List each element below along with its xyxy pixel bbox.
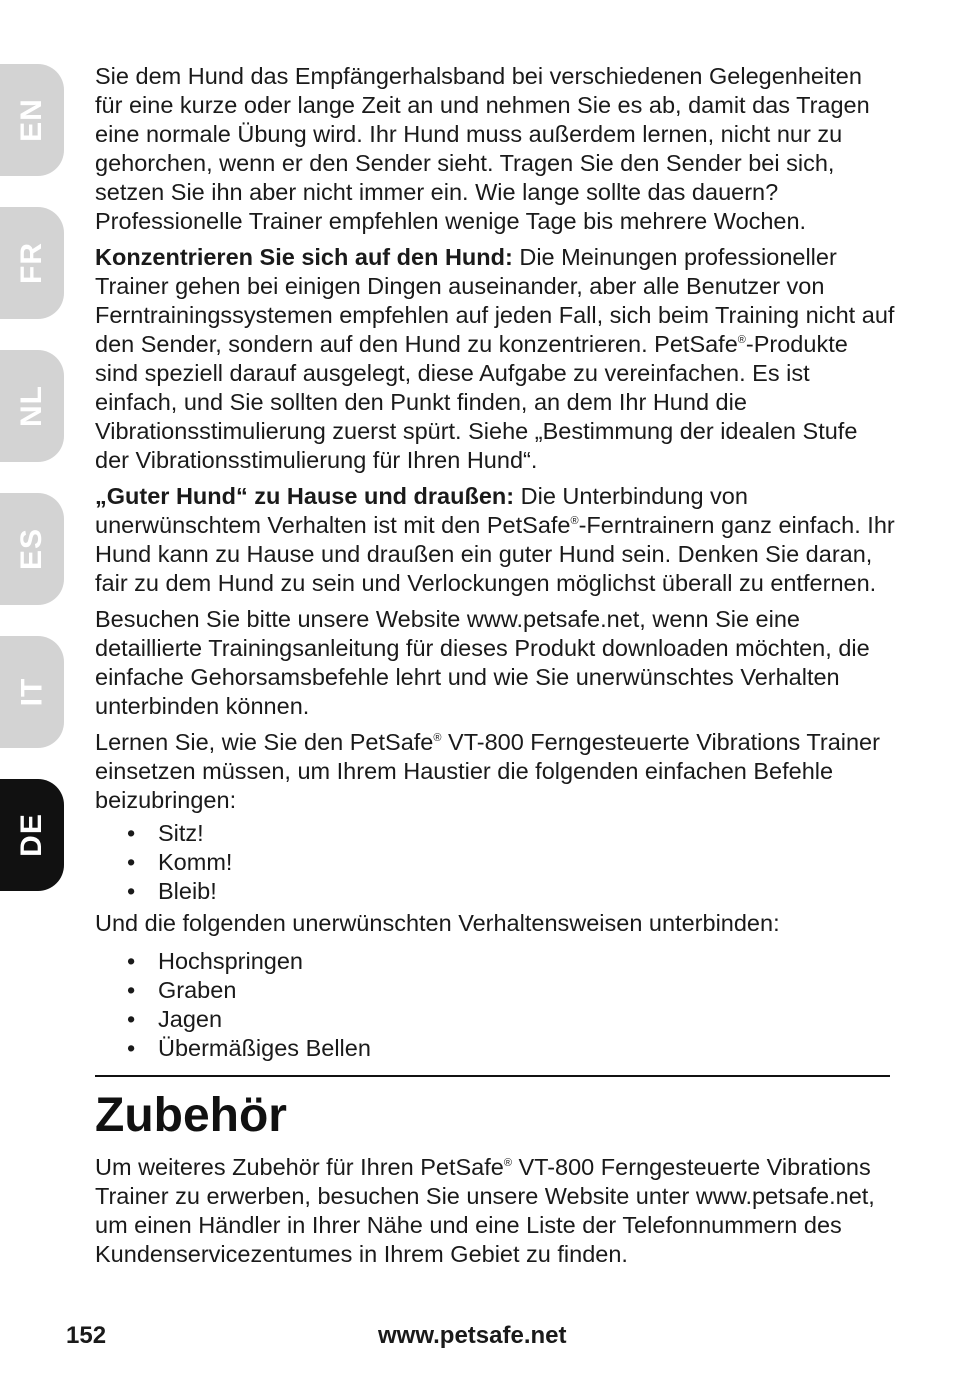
list-item: • Sitz! [95,819,895,848]
section-title: Zubehör [95,1089,287,1142]
paragraph-text: Lernen Sie, wie Sie den PetSafe [95,729,434,755]
paragraph-accessories [95,1153,895,1269]
registered-mark: ® [570,515,579,527]
tab-en-label: EN [15,98,48,142]
paragraph-text: Die Meinungen professioneller Trainer gehen bei einigen Dingen auseinander, aber alle Benutzer von Ferntrainingssystemen empfehlen auf jeden Fall, sich beim Training nicht auf den Sender, sondern auf den Hund zu konzentrieren. PetSafe [95,244,895,357]
page-footer [66,1322,866,1356]
paragraph-text: -Produkte sind speziell darauf ausgelegt, diese Aufgabe zu vereinfachen. Es ist einfach, und Sie sollten den Punkt finden, an dem Ihr Hund die Vibrationsstimulierung zuerst spürt. Siehe „Bestimmung der idealen Stufe der Vibrationsstimulierung für Ihren Hund“. [95,331,858,473]
paragraph-text: Die Unterbindung von unerwünschtem Verhalten ist mit den PetSafe [95,483,748,538]
tab-de-label: DE [15,813,48,857]
list-item: • Komm! [95,848,895,877]
paragraph-focus-on-dog [95,243,895,475]
list-item: • Jagen [95,1005,895,1034]
list-item: • Übermäßiges Bellen [95,1034,895,1063]
footer-url[interactable]: www.petsafe.net [378,1322,567,1349]
paragraph-text: VT-800 Ferngesteuerte Vibrations Trainer zu erwerben, besuchen Sie unsere Website unter www.petsafe.net, um einen Händler in Ihrer Nähe und eine Liste der Telefonnummern des Kundenservicezentumes in Ihrem Gebiet zu finden. [95,1154,875,1267]
tab-es-label: ES [15,527,48,571]
tab-nl[interactable] [0,350,64,462]
registered-mark: ® [503,1157,512,1169]
paragraph-heading: „Guter Hund“ zu Hause und draußen: [95,483,515,509]
list-item: • Hochspringen [95,947,895,976]
paragraph-good-dog [95,482,895,598]
tab-it-label: IT [14,677,48,707]
commands-list [95,819,895,906]
tab-de[interactable] [0,779,64,891]
paragraph-learn [95,728,895,815]
tab-fr-label: FR [15,242,48,284]
paragraph-website: Besuchen Sie bitte unsere Website www.petsafe.net, wenn Sie eine detaillierte Trainingsanleitung für dieses Produkt downloaden möchten, die einfache Gehorsamsbefehle lehrt und wie Sie unerwünschtes Verhalten unterbinden können. [95,606,870,719]
paragraph-heading: Konzentrieren Sie sich auf den Hund: [95,244,513,270]
page-content [95,62,895,1276]
behaviors-list [95,947,895,1063]
tab-nl-label: NL [15,385,48,427]
paragraph-behaviors: Und die folgenden unerwünschten Verhaltensweisen unterbinden: [95,910,780,936]
list-item: • Graben [95,976,895,1005]
registered-mark: ® [737,334,746,346]
tab-it[interactable] [0,636,64,748]
paragraph-text: -Ferntrainern ganz einfach. Ihr Hund kann zu Hause und draußen ein guter Hund sein. Denken Sie daran, fair zu dem Hund zu sein und Verlockungen möglichst überall zu entfernen. [95,512,895,596]
paragraph-intro: Sie dem Hund das Empfängerhalsband bei verschiedenen Gelegenheiten für eine kurze oder lange Zeit an und nehmen Sie es ab, damit das Tragen eine normale Übung wird. Ihr Hund muss außerdem lernen, nicht nur zu gehorchen, wenn er den Sender sieht. Tragen Sie den Sender bei sich, setzen Sie ihn aber nicht immer ein. Wie lange sollte das dauern? Professionelle Trainer empfehlen wenige Tage bis mehrere Wochen. [95,63,870,234]
tab-en[interactable] [0,64,64,176]
list-item: • Bleib! [95,877,895,906]
page-number: 152 [66,1322,107,1349]
tab-es[interactable] [0,493,64,605]
section-divider [95,1075,890,1077]
paragraph-text: VT-800 Ferngesteuerte Vibrations Trainer einsetzen müssen, um Ihrem Haustier die folgenden einfachen Befehle beizubringen: [95,729,880,813]
registered-mark: ® [433,732,442,744]
paragraph-text: Um weiteres Zubehör für Ihren PetSafe [95,1154,504,1180]
tab-fr[interactable] [0,207,64,319]
